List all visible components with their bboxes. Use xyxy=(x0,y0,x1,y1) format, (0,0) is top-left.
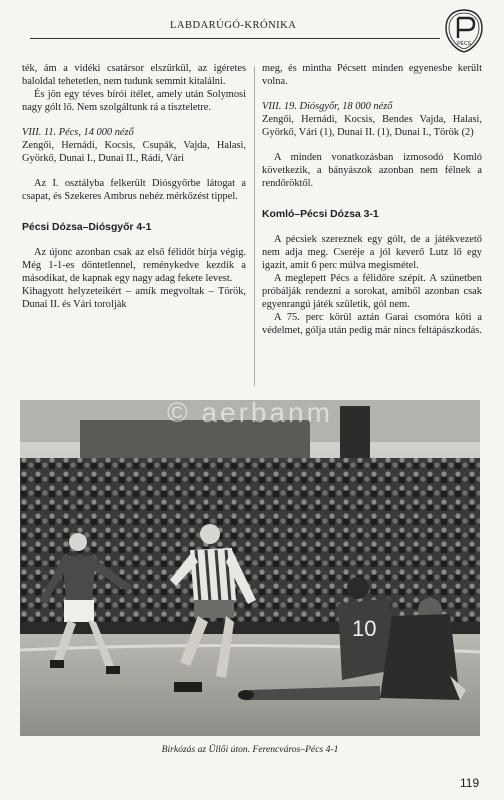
match-heading: Komló–Pécsi Dózsa 3-1 xyxy=(262,209,379,220)
running-title: LABDARÚGÓ-KRÓNIKA xyxy=(170,20,297,31)
match-photo xyxy=(20,400,480,736)
watermark: © aerbanm xyxy=(167,400,333,428)
match-info: VIII. 19. Diósgyőr, 18 000 néző xyxy=(262,101,393,112)
paragraph: És jön egy téves bírói ítélet, amely után Solymosi nagy gólt lő. Nem szolgáltunk rá a tiszteletre. xyxy=(22,89,246,113)
paragraph: Kihagyott helyzeteikért – amík megvoltak – Török, Dunai II. és Vári toroljàk xyxy=(22,286,246,310)
paragraph: A pécsiek szereznek egy gólt, de a játékvezető nem adja meg. Cseréje a jól keverő Lutz lő egy igazit, amit 6 perc múlva megismétel. xyxy=(262,234,482,271)
match-info: VIII. 11. Pécs, 14 000 néző xyxy=(22,127,134,138)
paragraph: ték, ám a vidéki csatársor elszürkül, az igéretes baloldal tehetetlen, nem tudunk semmit kitalálni. xyxy=(22,63,246,87)
paragraph: meg, és mintha Pécsett minden egyenesbe került volna. xyxy=(262,63,482,87)
club-logo-icon xyxy=(444,8,484,54)
column-divider xyxy=(254,66,255,386)
svg-text:PÉCS: PÉCS xyxy=(457,41,471,47)
match-lineup: Zengői, Hernádi, Kocsis, Csupák, Vajda, Halasi, Györkő, Dunai I., Dunai II., Rádi, Vári xyxy=(22,140,246,164)
match-lineup: Zengői, Hernádi, Kocsis, Bendes Vajda, Halasi, Györkő, Vári (1), Dunai II. (1), Dunai I., Török (2) xyxy=(262,114,482,138)
paragraph: A meglepett Pécs a félidőre szépít. A szünetben próbálják rendezni a sorokat, amiből azonban csak egyenrangú játék születik, gól nem. xyxy=(262,273,482,310)
football-photo xyxy=(20,400,480,736)
header-rule xyxy=(30,38,440,39)
svg-text:10: 10 xyxy=(352,616,377,641)
paragraph: A minden vonatkozásban izmosodó Komló következik, a bányászok azonban nem félnek a rendőröktől. xyxy=(262,152,482,189)
photo-caption: Birkózás az Üllői úton. Ferencváros–Pécs 4-1 xyxy=(161,744,339,755)
page-header xyxy=(30,8,492,58)
paragraph: A 75. perc körül aztán Garai csomóra köti a védelmet, gólja után pedig már nincs feltápászkodás. xyxy=(262,312,482,336)
left-column xyxy=(22,62,246,311)
paragraph: Az újonc azonban csak az első félidőt bírja végig. Még 1-1-es döntetlennel, reménykedve kezdik a másodikat, de kapnak egy nagy adag fekete levest. xyxy=(22,247,246,284)
right-column xyxy=(262,62,482,337)
page-number: 119 xyxy=(460,776,480,790)
paragraph: Az I. osztályba felkerült Diósgyőrbe látogat a csapat, és Szekeres Ambrus nehéz mérkőzést tippel. xyxy=(22,178,246,202)
match-heading: Pécsi Dózsa–Diósgyőr 4-1 xyxy=(22,222,152,233)
